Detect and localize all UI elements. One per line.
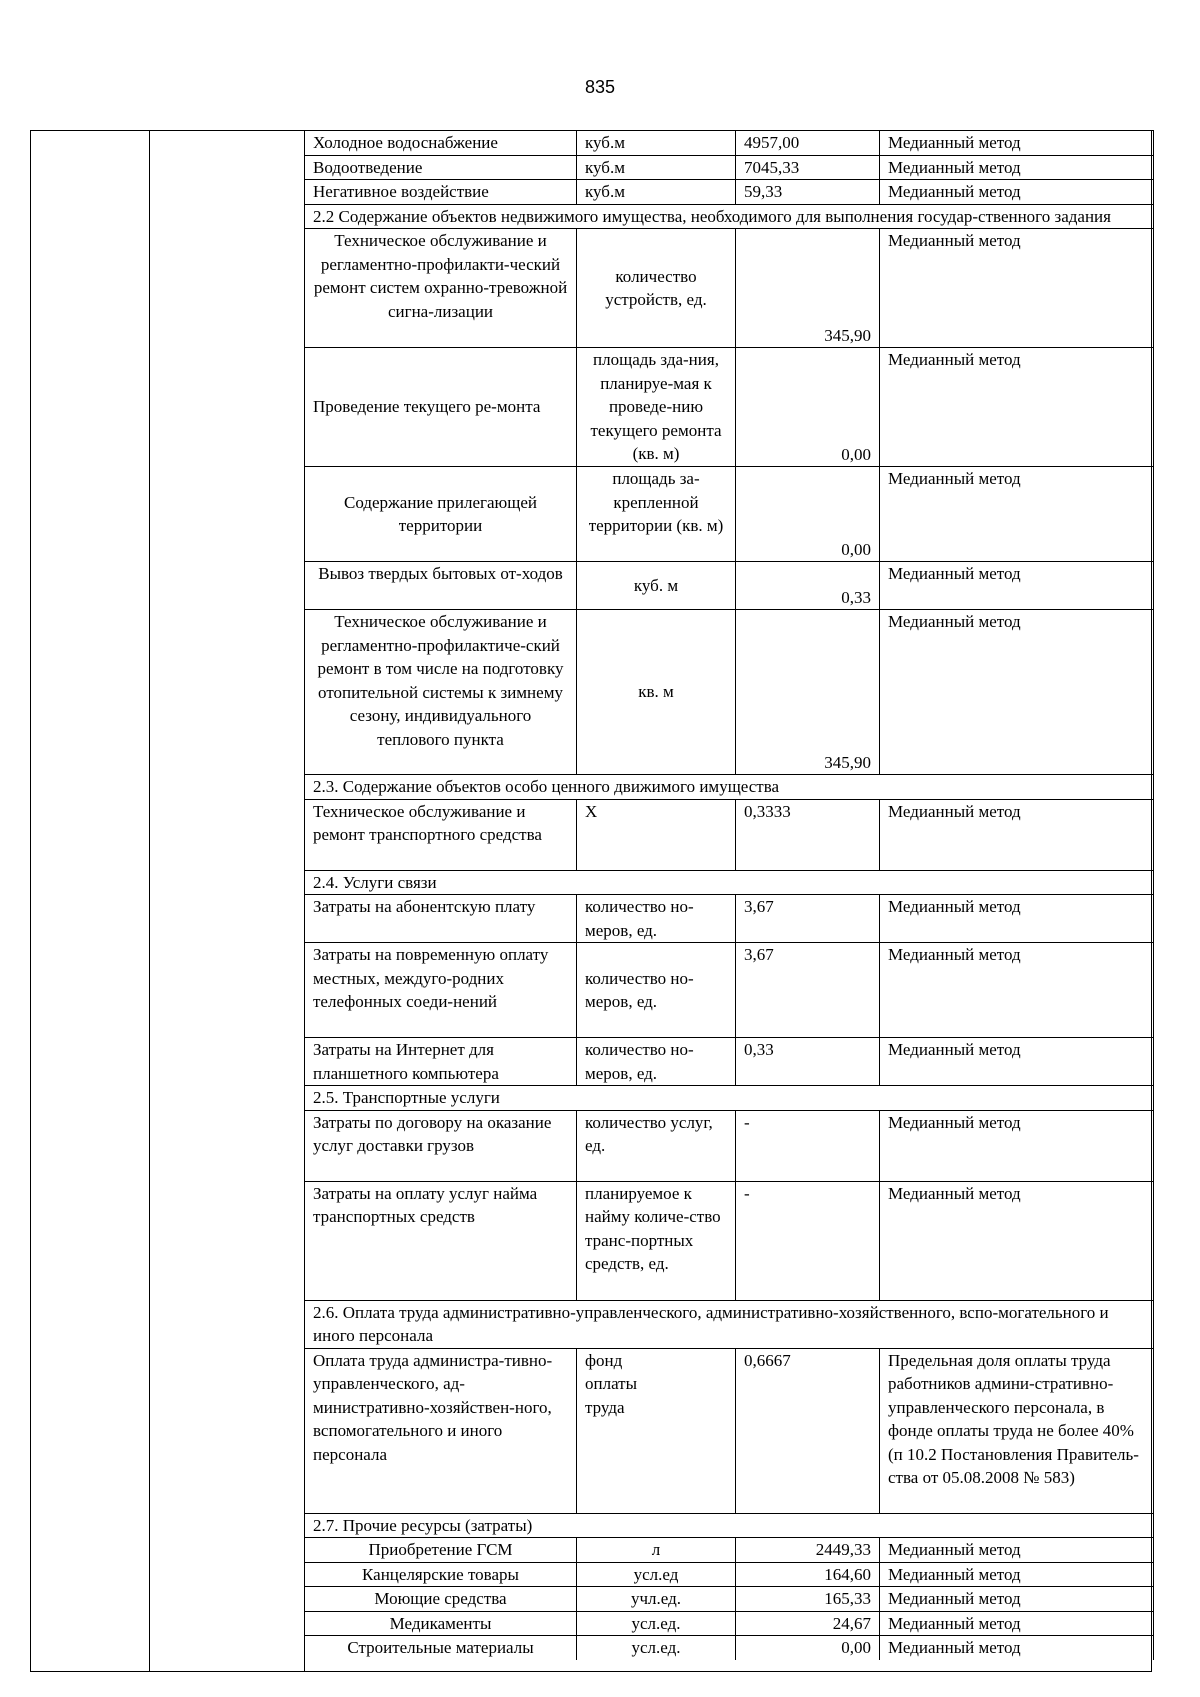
cell-value: 59,33 [736,180,880,205]
cell-method: Медианный метод [880,1562,1154,1587]
cell-method: Медианный метод [880,348,1154,467]
cell-value: 0,33 [736,562,880,610]
table-row [305,1348,1154,1513]
cell-unit: количество устройств, ед. [577,229,736,348]
cell-value: 3,67 [736,895,880,943]
section-heading: 2.2 Содержание объектов недвижимого имущества, необходимого для выполнения государ-ственного задания [305,204,1154,229]
table-row [305,1110,1154,1181]
table-row [305,799,1154,870]
cell-unit: Х [577,799,736,870]
cell-name: Затраты на абонентскую плату [305,895,577,943]
cell-value: 0,00 [736,1636,880,1660]
section-row [305,870,1154,895]
section-heading: 2.3. Содержание объектов особо ценного движимого имущества [305,775,1154,800]
cell-name: Холодное водоснабжение [305,131,577,156]
cell-value: 0,33 [736,1038,880,1086]
cell-value: 0,6667 [736,1348,880,1513]
cell-value: - [736,1110,880,1181]
cell-name: Техническое обслуживание и ремонт транспортного средства [305,799,577,870]
section-row [305,775,1154,800]
table-row [305,1038,1154,1086]
table-row [305,348,1154,467]
table-row [305,943,1154,1038]
cell-name: Строительные материалы [305,1636,577,1660]
cell-unit: кв. м [577,610,736,775]
cell-name: Медикаменты [305,1611,577,1636]
section-heading: 2.6. Оплата труда административно-управленческого, административно-хозяйственного, вспо-могательного и иного персонала [305,1300,1154,1348]
cell-method: Медианный метод [880,155,1154,180]
cell-unit: планируемое к найму количе-ство транс-портных средств, ед. [577,1181,736,1300]
cell-name: Приобретение ГСМ [305,1538,577,1563]
cell-name: Водоотведение [305,155,577,180]
table-row [305,131,1154,156]
cell-unit: усл.ед [577,1562,736,1587]
cell-value: 345,90 [736,610,880,775]
cell-method: Медианный метод [880,1538,1154,1563]
cell-name: Техническое обслуживание и регламентно-профилакти-ческий ремонт систем охранно-тревожной сигна-лизации [305,229,577,348]
table-row [305,562,1154,610]
table-row [305,1181,1154,1300]
cell-method: Медианный метод [880,1181,1154,1300]
cell-unit: куб.м [577,180,736,205]
cell-unit: усл.ед. [577,1611,736,1636]
table-row [305,610,1154,775]
cell-method: Медианный метод [880,229,1154,348]
cell-unit: куб.м [577,155,736,180]
cell-value: 24,67 [736,1611,880,1636]
table-row [305,1538,1154,1563]
cell-value: 0,00 [736,467,880,562]
cell-unit: усл.ед. [577,1636,736,1660]
cell-name: Затраты на Интернет для планшетного компьютера [305,1038,577,1086]
section-row [305,1086,1154,1111]
cell-value: 3,67 [736,943,880,1038]
cell-name: Затраты на повременную оплату местных, междуго-родних телефонных соеди-нений [305,943,577,1038]
cell-value: - [736,1181,880,1300]
table-row [305,1587,1154,1612]
section-heading: 2.5. Транспортные услуги [305,1086,1154,1111]
cell-unit: куб. м [577,562,736,610]
cell-name: Оплата труда администра-тивно-управленческого, ад-министративно-хозяйствен-ного, вспомогательного и иного персонала [305,1348,577,1513]
table-row [305,229,1154,348]
cell-value: 0,3333 [736,799,880,870]
section-heading: 2.7. Прочие ресурсы (затраты) [305,1513,1154,1538]
table-row [305,895,1154,943]
cell-value: 165,33 [736,1587,880,1612]
cell-value: 0,00 [736,348,880,467]
table-row [305,155,1154,180]
cell-unit: количество но-меров, ед. [577,895,736,943]
cell-unit: учл.ед. [577,1587,736,1612]
cell-unit: куб.м [577,131,736,156]
cell-method: Медианный метод [880,943,1154,1038]
cell-method: Медианный метод [880,1038,1154,1086]
table-frame [30,130,1152,1672]
column-divider [149,131,150,1671]
cell-method: Медианный метод [880,180,1154,205]
cell-method: Медианный метод [880,610,1154,775]
cell-name: Моющие средства [305,1587,577,1612]
cell-name: Затраты по договору на оказание услуг доставки грузов [305,1110,577,1181]
cell-method: Предельная доля оплаты труда работников админи-стративно-управленческого персонала, в фонде оплаты труда не более 40% (п 10.2 Постановления Правитель-ства от 05.08.2008 № 583) [880,1348,1154,1513]
cell-unit: количество услуг, ед. [577,1110,736,1181]
cell-unit: л [577,1538,736,1563]
cell-method: Медианный метод [880,467,1154,562]
cell-value: 164,60 [736,1562,880,1587]
table-row [305,1636,1154,1660]
cell-unit: количество но-меров, ед. [577,943,736,1038]
cell-method: Медианный метод [880,799,1154,870]
cell-value: 345,90 [736,229,880,348]
cell-value: 7045,33 [736,155,880,180]
cell-name: Техническое обслуживание и регламентно-профилактиче-ский ремонт в том числе на подготовку отопительной системы к зимнему сезону, индивидуального теплового пункта [305,610,577,775]
cell-unit: количество но-меров, ед. [577,1038,736,1086]
cell-unit: фонд оплаты труда [577,1348,736,1513]
cell-method: Медианный метод [880,562,1154,610]
cell-name: Затраты на оплату услуг найма транспортных средств [305,1181,577,1300]
cell-method: Медианный метод [880,1587,1154,1612]
cell-name: Вывоз твердых бытовых от-ходов [305,562,577,610]
section-heading: 2.4. Услуги связи [305,870,1154,895]
cell-method: Медианный метод [880,131,1154,156]
table-row [305,467,1154,562]
cell-value: 4957,00 [736,131,880,156]
cell-method: Медианный метод [880,895,1154,943]
section-row [305,1513,1154,1538]
cell-name: Канцелярские товары [305,1562,577,1587]
table-row [305,1562,1154,1587]
cell-name: Негативное воздействие [305,180,577,205]
cell-method: Медианный метод [880,1611,1154,1636]
cell-unit: площадь за-крепленной территории (кв. м) [577,467,736,562]
resources-table [304,130,1154,1660]
cell-value: 2449,33 [736,1538,880,1563]
page-number: 835 [584,77,616,97]
cell-name: Содержание прилегающей территории [305,467,577,562]
cell-method: Медианный метод [880,1110,1154,1181]
cell-name: Проведение текущего ре-монта [305,348,577,467]
cell-method: Медианный метод [880,1636,1154,1660]
cell-unit: площадь зда-ния, планируе-мая к проведе-нию текущего ремонта (кв. м) [577,348,736,467]
section-row [305,204,1154,229]
table-row [305,1611,1154,1636]
table-row [305,180,1154,205]
section-row [305,1300,1154,1348]
